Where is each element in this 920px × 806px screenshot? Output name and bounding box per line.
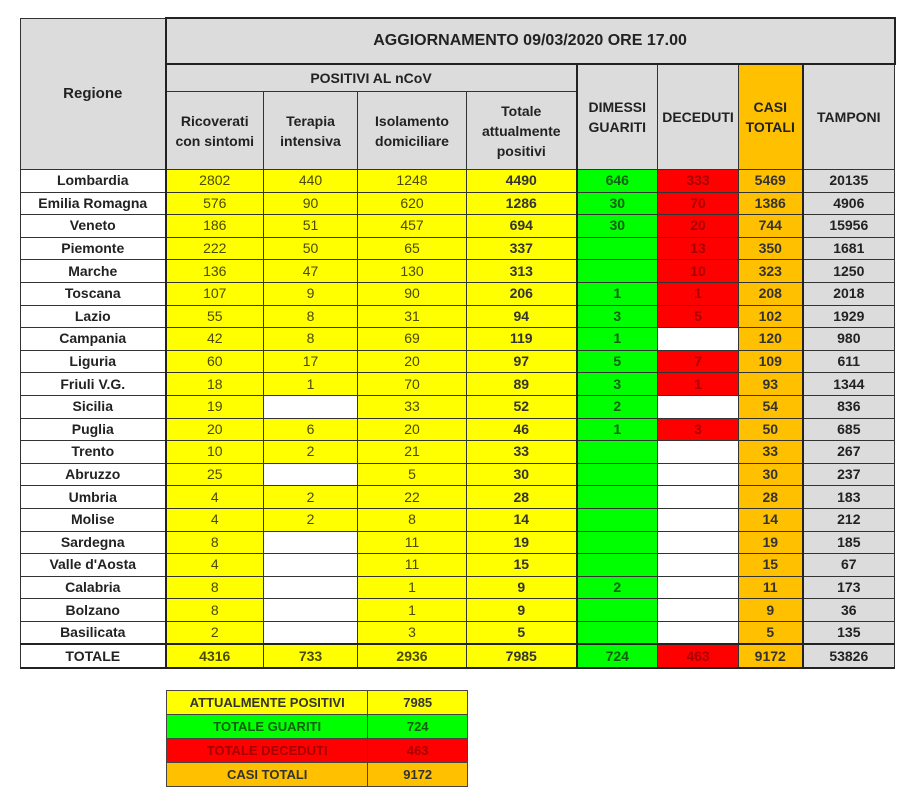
cell-tamponi: 1344 xyxy=(803,373,895,396)
cell-deceduti xyxy=(658,328,739,351)
cell-ricoverati: 4 xyxy=(166,554,264,577)
cell-isolamento: 620 xyxy=(358,192,467,215)
cell-dimessi: 2 xyxy=(577,576,658,599)
cell-casi: 5 xyxy=(739,621,803,644)
cell-tamponi: 237 xyxy=(803,463,895,486)
summary-row-positivi xyxy=(167,691,468,715)
header-totale-line3: positivi xyxy=(496,142,546,159)
cell-dimessi: 724 xyxy=(577,644,658,668)
cell-regione: Marche xyxy=(21,260,166,283)
cell-casi: 15 xyxy=(739,554,803,577)
header-terapia-line1: Terapia xyxy=(286,112,335,129)
cell-terapia xyxy=(264,531,358,554)
cell-regione: Piemonte xyxy=(21,237,166,260)
cell-regione: Lombardia xyxy=(21,170,166,193)
cell-dimessi xyxy=(577,621,658,644)
cell-regione: Friuli V.G. xyxy=(21,373,166,396)
cell-deceduti xyxy=(658,486,739,509)
cell-tamponi: 67 xyxy=(803,554,895,577)
cell-regione: Sardegna xyxy=(21,531,166,554)
cell-dimessi xyxy=(577,531,658,554)
cell-ricoverati: 8 xyxy=(166,576,264,599)
summary-value: 724 xyxy=(368,715,468,739)
cell-casi: 93 xyxy=(739,373,803,396)
summary-label: ATTUALMENTE POSITIVI xyxy=(167,691,368,715)
cell-ricoverati: 136 xyxy=(166,260,264,283)
summary-value: 463 xyxy=(368,739,468,763)
cell-casi: 9 xyxy=(739,599,803,622)
summary-row-casi xyxy=(167,763,468,787)
cell-tamponi: 183 xyxy=(803,486,895,509)
cell-regione: Calabria xyxy=(21,576,166,599)
cell-tamponi: 173 xyxy=(803,576,895,599)
cell-terapia: 733 xyxy=(264,644,358,668)
cell-deceduti xyxy=(658,621,739,644)
cell-regione: Valle d'Aosta xyxy=(21,554,166,577)
cell-isolamento: 8 xyxy=(358,508,467,531)
cell-totale: 1286 xyxy=(467,192,577,215)
cell-tamponi: 36 xyxy=(803,599,895,622)
cell-dimessi xyxy=(577,463,658,486)
cell-isolamento: 90 xyxy=(358,282,467,305)
cell-isolamento: 1248 xyxy=(358,170,467,193)
header-casi-line1: CASI xyxy=(753,99,787,115)
cell-terapia: 8 xyxy=(264,328,358,351)
cell-regione: Basilicata xyxy=(21,621,166,644)
cell-dimessi: 3 xyxy=(577,373,658,396)
cell-terapia: 50 xyxy=(264,237,358,260)
cell-deceduti: 7 xyxy=(658,350,739,373)
cell-dimessi: 1 xyxy=(577,328,658,351)
cell-dimessi xyxy=(577,260,658,283)
cell-casi: 102 xyxy=(739,305,803,328)
cell-casi: 50 xyxy=(739,418,803,441)
cell-regione: Toscana xyxy=(21,282,166,305)
table-row xyxy=(21,418,895,441)
cell-terapia: 2 xyxy=(264,441,358,464)
cell-deceduti xyxy=(658,599,739,622)
table-row xyxy=(21,305,895,328)
cell-totale: 9 xyxy=(467,576,577,599)
cell-dimessi: 646 xyxy=(577,170,658,193)
table-row xyxy=(21,531,895,554)
cell-regione: Puglia xyxy=(21,418,166,441)
header-dimessi-line2: GUARITI xyxy=(588,119,647,135)
cell-isolamento: 11 xyxy=(358,554,467,577)
cell-regione: Molise xyxy=(21,508,166,531)
cell-terapia: 17 xyxy=(264,350,358,373)
table-row xyxy=(21,395,895,418)
cell-deceduti: 70 xyxy=(658,192,739,215)
cell-deceduti xyxy=(658,576,739,599)
cell-dimessi xyxy=(577,554,658,577)
cell-terapia xyxy=(264,576,358,599)
header-isolamento-line1: Isolamento xyxy=(375,112,449,129)
cell-totale: 19 xyxy=(467,531,577,554)
cell-terapia xyxy=(264,463,358,486)
cell-isolamento: 5 xyxy=(358,463,467,486)
cell-isolamento: 1 xyxy=(358,599,467,622)
cell-totale: 30 xyxy=(467,463,577,486)
table-row xyxy=(21,237,895,260)
table-row xyxy=(21,508,895,531)
header-isolamento-line2: domiciliare xyxy=(375,132,449,149)
cell-casi: 54 xyxy=(739,395,803,418)
cell-ricoverati: 8 xyxy=(166,599,264,622)
cell-deceduti: 13 xyxy=(658,237,739,260)
cell-deceduti xyxy=(658,463,739,486)
cell-dimessi xyxy=(577,486,658,509)
cell-tamponi: 20135 xyxy=(803,170,895,193)
cell-casi: 120 xyxy=(739,328,803,351)
cell-casi: 744 xyxy=(739,215,803,238)
cell-ricoverati: 8 xyxy=(166,531,264,554)
cell-ricoverati: 576 xyxy=(166,192,264,215)
cell-ricoverati: 18 xyxy=(166,373,264,396)
cell-totale: 313 xyxy=(467,260,577,283)
header-totale-positivi xyxy=(467,92,577,170)
table-row xyxy=(21,170,895,193)
table-title: AGGIORNAMENTO 09/03/2020 ORE 17.00 xyxy=(166,18,895,64)
table-body xyxy=(21,170,895,669)
summary-label: TOTALE GUARITI xyxy=(167,715,368,739)
totale-row xyxy=(21,644,895,668)
cell-tamponi: 685 xyxy=(803,418,895,441)
table-row xyxy=(21,486,895,509)
cell-tamponi: 135 xyxy=(803,621,895,644)
cell-deceduti: 10 xyxy=(658,260,739,283)
cell-isolamento: 69 xyxy=(358,328,467,351)
cell-totale: 46 xyxy=(467,418,577,441)
cell-regione: Veneto xyxy=(21,215,166,238)
cell-dimessi xyxy=(577,441,658,464)
cell-ricoverati: 4316 xyxy=(166,644,264,668)
cell-regione: Abruzzo xyxy=(21,463,166,486)
table-row xyxy=(21,463,895,486)
cell-terapia: 6 xyxy=(264,418,358,441)
header-regione: Regione xyxy=(21,18,166,170)
header-totale-line2: attualmente xyxy=(481,122,561,139)
header-casi-totali xyxy=(739,64,803,170)
cell-regione: Liguria xyxy=(21,350,166,373)
cell-totale: 9 xyxy=(467,599,577,622)
cell-totale: 7985 xyxy=(467,644,577,668)
cell-casi: 33 xyxy=(739,441,803,464)
cell-regione: Bolzano xyxy=(21,599,166,622)
cell-dimessi: 2 xyxy=(577,395,658,418)
header-ricoverati xyxy=(166,92,264,170)
cell-terapia: 9 xyxy=(264,282,358,305)
cell-totale: 52 xyxy=(467,395,577,418)
cell-dimessi: 30 xyxy=(577,215,658,238)
cell-ricoverati: 4 xyxy=(166,486,264,509)
cell-isolamento: 65 xyxy=(358,237,467,260)
cell-tamponi: 836 xyxy=(803,395,895,418)
table-row xyxy=(21,621,895,644)
cell-deceduti xyxy=(658,531,739,554)
cell-isolamento: 31 xyxy=(358,305,467,328)
cell-tamponi: 15956 xyxy=(803,215,895,238)
cell-isolamento: 22 xyxy=(358,486,467,509)
header-terapia xyxy=(264,92,358,170)
cell-casi: 5469 xyxy=(739,170,803,193)
cell-regione: Emilia Romagna xyxy=(21,192,166,215)
table-row xyxy=(21,282,895,305)
cell-totale: 4490 xyxy=(467,170,577,193)
table-row xyxy=(21,328,895,351)
cell-casi: 208 xyxy=(739,282,803,305)
header-positivi-group: POSITIVI AL nCoV xyxy=(166,64,577,92)
cell-totale: 97 xyxy=(467,350,577,373)
cell-regione: Campania xyxy=(21,328,166,351)
cell-isolamento: 2936 xyxy=(358,644,467,668)
cell-deceduti: 1 xyxy=(658,373,739,396)
table-row xyxy=(21,441,895,464)
cell-tamponi: 1929 xyxy=(803,305,895,328)
cell-deceduti xyxy=(658,508,739,531)
cell-ricoverati: 186 xyxy=(166,215,264,238)
table-row xyxy=(21,192,895,215)
cell-ricoverati: 42 xyxy=(166,328,264,351)
cell-casi: 350 xyxy=(739,237,803,260)
summary-label: CASI TOTALI xyxy=(167,763,368,787)
table-row xyxy=(21,215,895,238)
cell-ricoverati: 20 xyxy=(166,418,264,441)
cell-terapia: 2 xyxy=(264,508,358,531)
cell-terapia xyxy=(264,621,358,644)
cell-casi: 9172 xyxy=(739,644,803,668)
cell-ricoverati: 19 xyxy=(166,395,264,418)
cell-ricoverati: 107 xyxy=(166,282,264,305)
cell-ricoverati: 60 xyxy=(166,350,264,373)
cell-tamponi: 611 xyxy=(803,350,895,373)
header-dimessi-line1: DIMESSI xyxy=(588,99,647,115)
cell-totale: 694 xyxy=(467,215,577,238)
summary-value: 9172 xyxy=(368,763,468,787)
table-row xyxy=(21,260,895,283)
cell-terapia: 8 xyxy=(264,305,358,328)
header-dimessi-guariti xyxy=(577,64,658,170)
summary-row-guariti xyxy=(167,715,468,739)
cell-totale: 14 xyxy=(467,508,577,531)
cell-terapia: 51 xyxy=(264,215,358,238)
cell-casi: 11 xyxy=(739,576,803,599)
cell-regione: TOTALE xyxy=(21,644,166,668)
cell-isolamento: 70 xyxy=(358,373,467,396)
header-casi-line2: TOTALI xyxy=(745,119,795,135)
header-isolamento xyxy=(358,92,467,170)
cell-regione: Trento xyxy=(21,441,166,464)
cell-terapia: 440 xyxy=(264,170,358,193)
header-deceduti: DECEDUTI xyxy=(658,64,739,170)
cell-terapia: 1 xyxy=(264,373,358,396)
cell-dimessi xyxy=(577,237,658,260)
summary-label: TOTALE DECEDUTI xyxy=(167,739,368,763)
cell-regione: Umbria xyxy=(21,486,166,509)
cell-tamponi: 267 xyxy=(803,441,895,464)
cell-deceduti: 1 xyxy=(658,282,739,305)
cell-totale: 5 xyxy=(467,621,577,644)
header-ricoverati-line2: con sintomi xyxy=(175,132,255,149)
cell-isolamento: 1 xyxy=(358,576,467,599)
cell-deceduti: 3 xyxy=(658,418,739,441)
cell-ricoverati: 2802 xyxy=(166,170,264,193)
cell-dimessi: 3 xyxy=(577,305,658,328)
cell-dimessi: 1 xyxy=(577,282,658,305)
cell-deceduti: 5 xyxy=(658,305,739,328)
cell-isolamento: 3 xyxy=(358,621,467,644)
cell-casi: 323 xyxy=(739,260,803,283)
summary-value: 7985 xyxy=(368,691,468,715)
cell-totale: 89 xyxy=(467,373,577,396)
cell-casi: 14 xyxy=(739,508,803,531)
cell-terapia xyxy=(264,599,358,622)
cell-casi: 30 xyxy=(739,463,803,486)
cell-tamponi: 212 xyxy=(803,508,895,531)
cell-totale: 33 xyxy=(467,441,577,464)
cell-deceduti: 463 xyxy=(658,644,739,668)
cell-totale: 337 xyxy=(467,237,577,260)
header-terapia-line2: intensiva xyxy=(280,132,341,149)
cell-ricoverati: 10 xyxy=(166,441,264,464)
cell-dimessi xyxy=(577,508,658,531)
cell-dimessi: 1 xyxy=(577,418,658,441)
summary-table xyxy=(166,690,468,787)
cell-isolamento: 20 xyxy=(358,418,467,441)
cell-terapia: 90 xyxy=(264,192,358,215)
cell-ricoverati: 222 xyxy=(166,237,264,260)
cell-dimessi: 30 xyxy=(577,192,658,215)
cell-regione: Lazio xyxy=(21,305,166,328)
covid-regional-table xyxy=(20,17,896,669)
table-row xyxy=(21,576,895,599)
cell-terapia: 47 xyxy=(264,260,358,283)
cell-deceduti xyxy=(658,554,739,577)
cell-casi: 19 xyxy=(739,531,803,554)
cell-tamponi: 980 xyxy=(803,328,895,351)
cell-totale: 28 xyxy=(467,486,577,509)
summary-row-deceduti xyxy=(167,739,468,763)
header-totale-line1: Totale xyxy=(501,102,542,119)
cell-totale: 119 xyxy=(467,328,577,351)
cell-deceduti: 333 xyxy=(658,170,739,193)
header-ricoverati-line1: Ricoverati xyxy=(180,112,249,129)
cell-deceduti xyxy=(658,395,739,418)
cell-isolamento: 21 xyxy=(358,441,467,464)
cell-ricoverati: 2 xyxy=(166,621,264,644)
cell-casi: 28 xyxy=(739,486,803,509)
cell-dimessi xyxy=(577,599,658,622)
cell-totale: 15 xyxy=(467,554,577,577)
table-row xyxy=(21,554,895,577)
cell-isolamento: 130 xyxy=(358,260,467,283)
table-row xyxy=(21,599,895,622)
cell-tamponi: 2018 xyxy=(803,282,895,305)
cell-tamponi: 4906 xyxy=(803,192,895,215)
cell-isolamento: 457 xyxy=(358,215,467,238)
cell-regione: Sicilia xyxy=(21,395,166,418)
cell-ricoverati: 25 xyxy=(166,463,264,486)
cell-totale: 94 xyxy=(467,305,577,328)
cell-casi: 109 xyxy=(739,350,803,373)
cell-tamponi: 1681 xyxy=(803,237,895,260)
cell-terapia xyxy=(264,554,358,577)
cell-ricoverati: 4 xyxy=(166,508,264,531)
cell-tamponi: 1250 xyxy=(803,260,895,283)
cell-terapia: 2 xyxy=(264,486,358,509)
table-row xyxy=(21,373,895,396)
cell-isolamento: 11 xyxy=(358,531,467,554)
cell-tamponi: 185 xyxy=(803,531,895,554)
cell-isolamento: 20 xyxy=(358,350,467,373)
cell-casi: 1386 xyxy=(739,192,803,215)
cell-terapia xyxy=(264,395,358,418)
cell-totale: 206 xyxy=(467,282,577,305)
cell-isolamento: 33 xyxy=(358,395,467,418)
cell-ricoverati: 55 xyxy=(166,305,264,328)
table-row xyxy=(21,350,895,373)
cell-deceduti xyxy=(658,441,739,464)
header-tamponi: TAMPONI xyxy=(803,64,895,170)
cell-dimessi: 5 xyxy=(577,350,658,373)
cell-tamponi: 53826 xyxy=(803,644,895,668)
cell-deceduti: 20 xyxy=(658,215,739,238)
